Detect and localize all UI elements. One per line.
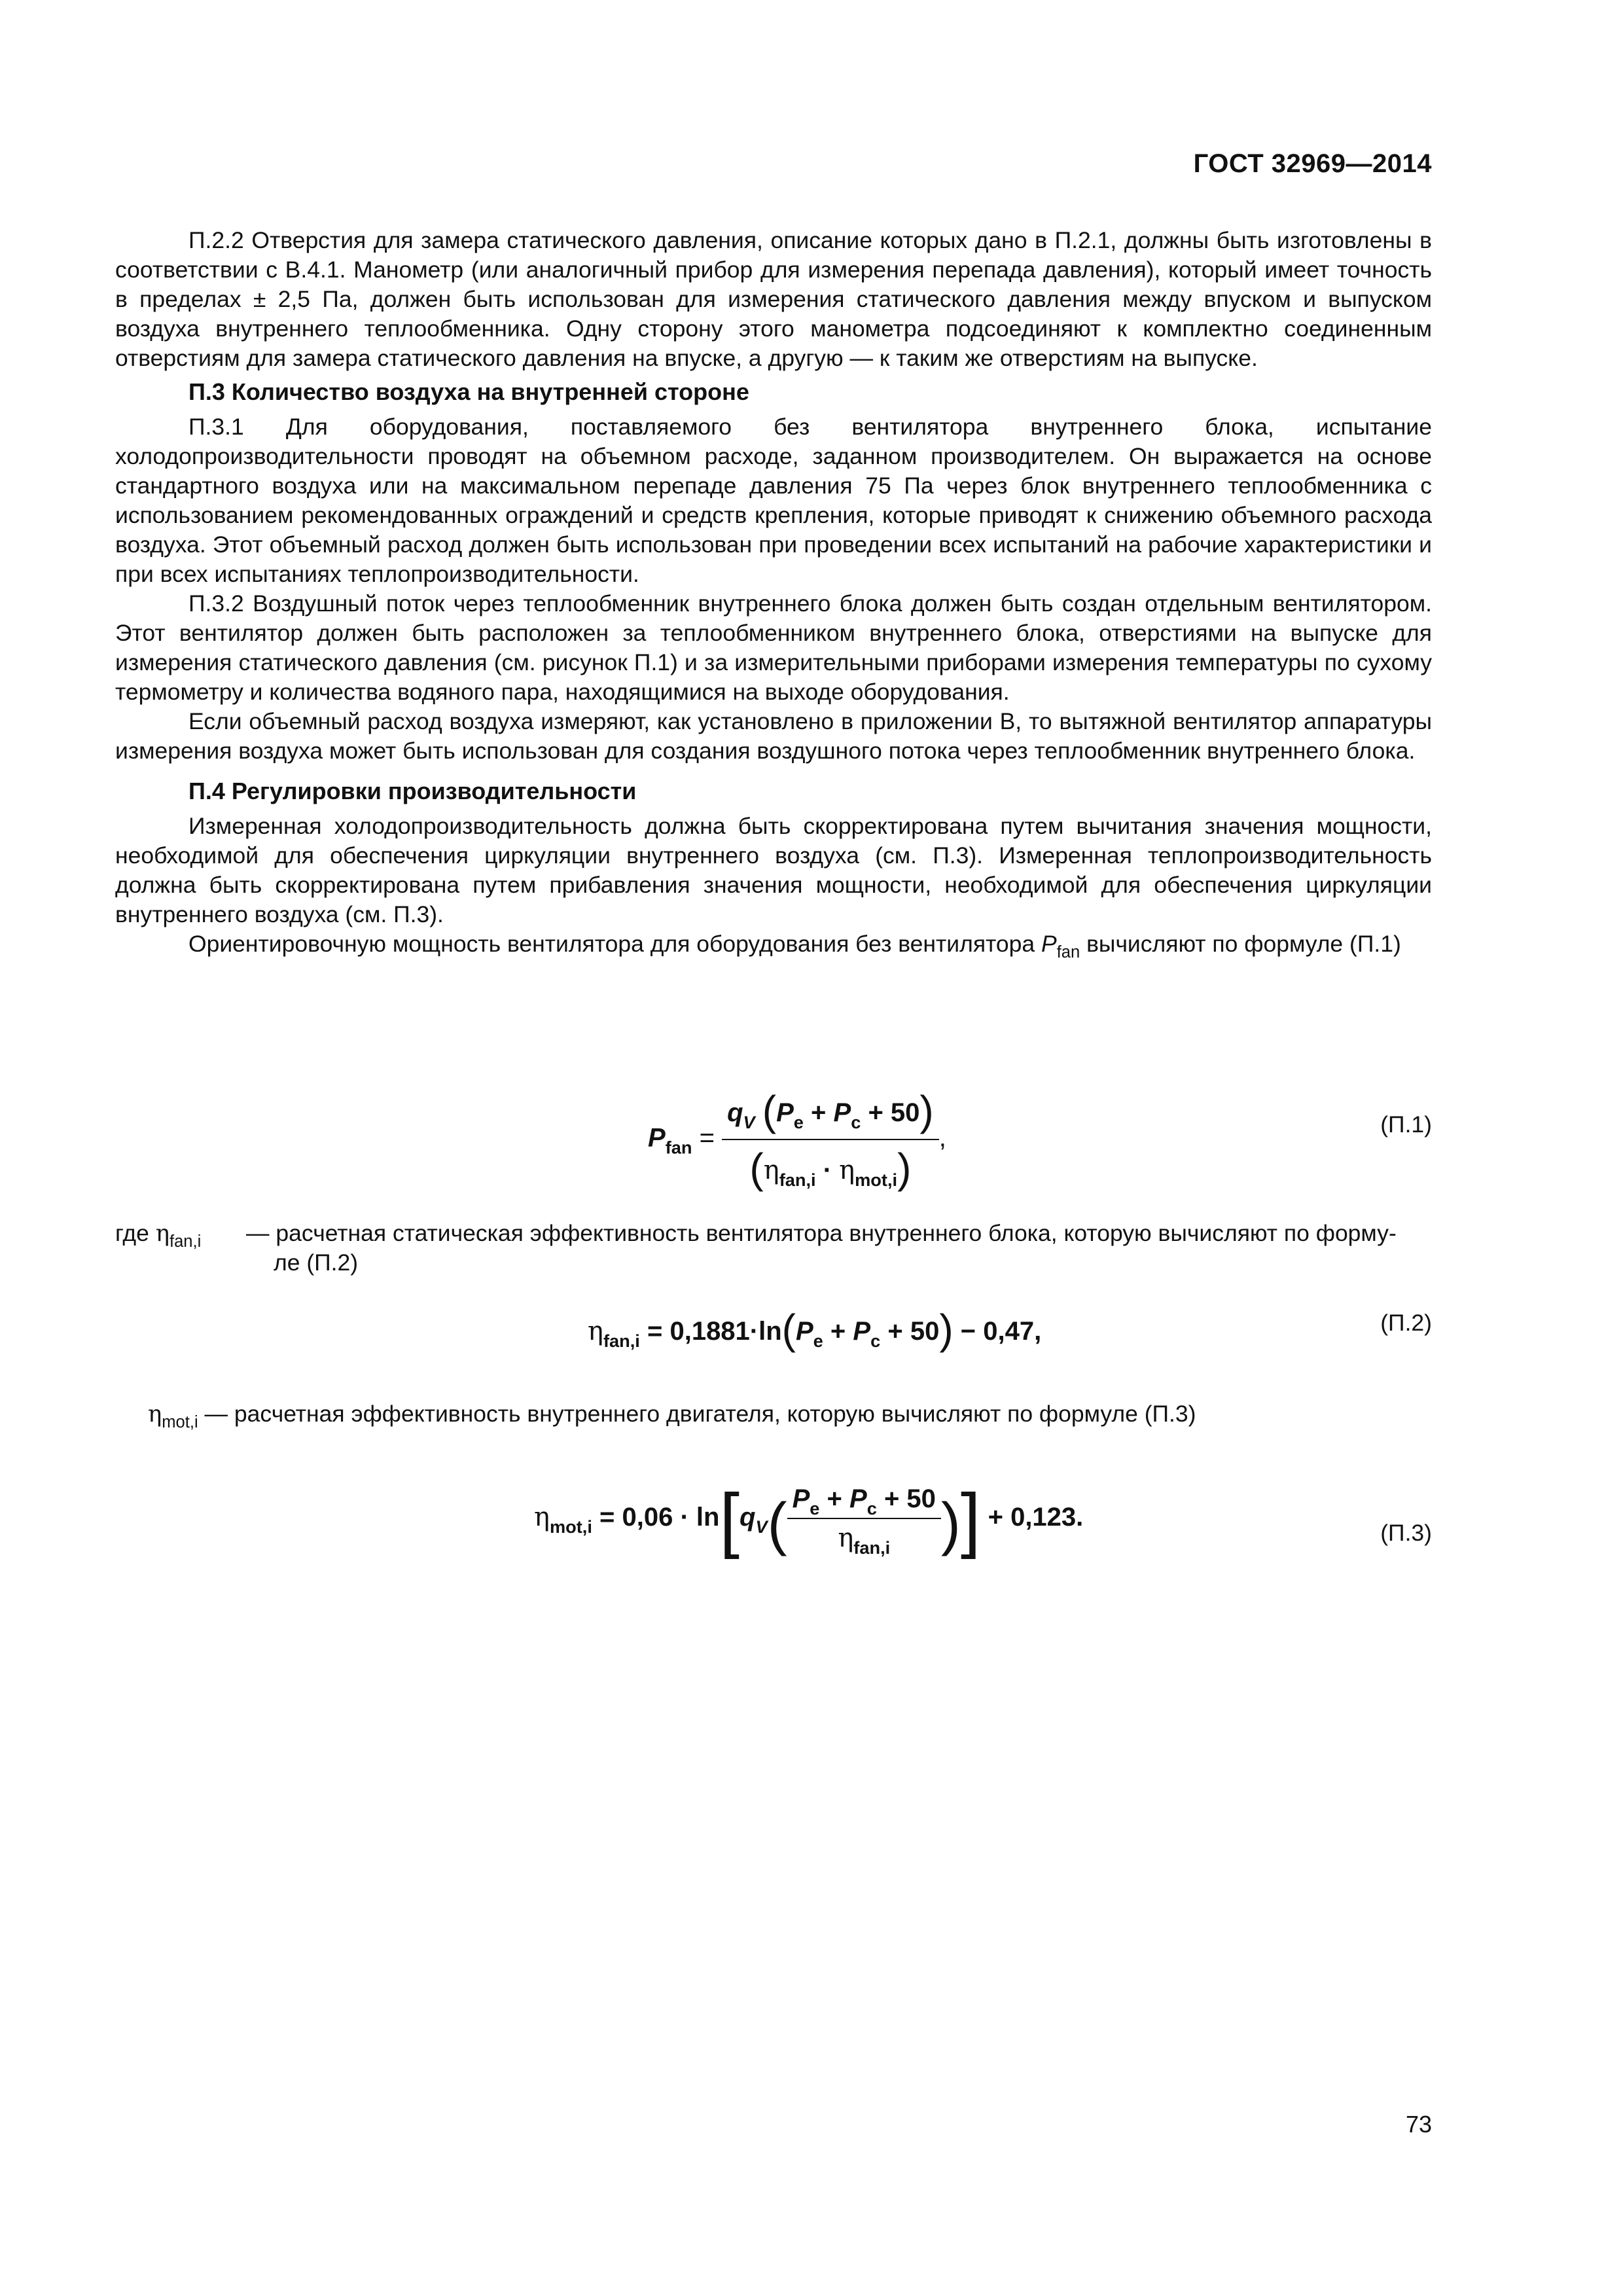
f3-close-paren: )	[940, 1492, 961, 1558]
f3-pe: P	[792, 1484, 810, 1513]
f2-eta-sub: fan,i	[603, 1330, 640, 1351]
definition-eta-fan-row	[115, 1219, 1432, 1278]
equation-number-p1: (П.1)	[1380, 1111, 1432, 1138]
f2-pc: P	[853, 1317, 871, 1346]
document-header: ГОСТ 32969—2014	[1193, 149, 1432, 178]
body-text	[115, 226, 1432, 959]
f1-eta-mot-sub: mot,i	[855, 1169, 898, 1190]
f3-pc: P	[849, 1484, 867, 1513]
f3-denominator	[787, 1518, 941, 1558]
f1-eta-fan-sub: fan,i	[779, 1169, 816, 1190]
definition-eta-fan-symbol: η	[155, 1220, 169, 1247]
definition-eta-fan-text-cont: ле (П.2)	[274, 1249, 359, 1276]
f3-q-sub: V	[755, 1516, 768, 1537]
f3-eta: η	[534, 1502, 550, 1533]
paragraph-p4-2	[115, 929, 1432, 959]
f2-pe-sub: e	[813, 1330, 823, 1351]
f1-equals: =	[699, 1123, 715, 1153]
pfan-symbol: P	[1041, 931, 1057, 957]
f2-pc-sub: c	[870, 1330, 881, 1351]
f3-plus: +	[827, 1484, 842, 1513]
f3-open-paren: (	[767, 1492, 787, 1558]
f3-coefficient: = 0,06 · ln	[599, 1503, 720, 1532]
f1-lhs-sub: fan	[665, 1137, 692, 1158]
paragraph-p3-1: П.3.1 Для оборудования, поставляемого без вентилятора внутреннего блока, испытание холодопроизводительности проводят на объемном расходе, заданном производителем. Он выражается на основе стандартного воздуха или на максимальном перепаде давления 75 Па через блок внутреннего теплообменника с использованием рекомендованных ограждений и средств крепления, которые приводят к снижению объемного расхода воздуха. Этот объемный расход должен быть использован при проведении всех испытаний на рабочие характеристики и при всех испытаниях теплопроизводительности.	[115, 414, 1432, 587]
definition-eta-mot-symbol: η	[148, 1401, 162, 1427]
definition-eta-fan-label	[115, 1219, 251, 1278]
section-heading-p3: П.3 Количество воздуха на внутренней стороне	[188, 378, 749, 405]
f1-den-open-paren: (	[749, 1145, 764, 1192]
f1-dot: ·	[823, 1156, 832, 1185]
paragraph-p4-1: Измеренная холодопроизводительность должна быть скорректирована путем вычитания значения мощности, необходимой для обеспечения циркуляции внутреннего воздуха (см. П.3). Измеренная теплопроизводительность должна быть скорректирована путем прибавления значения мощности, необходимой для обеспечения циркуляции внутреннего воздуха (см. П.3).	[115, 813, 1432, 927]
f1-pc-sub: c	[851, 1111, 861, 1132]
f3-eta-sub: mot,i	[549, 1516, 592, 1537]
paragraph-p3-2: П.3.2 Воздушный поток через теплообменник внутреннего блока должен быть создан отдельным вентилятором. Этот вентилятор должен быть расположен за теплообменником внутреннего блока, отверстиями на выпуске для измерения статического давления (см. рисунок П.1) и за измерительными приборами измерения температуры по сухому термометру и количества водяного пара, находящимися на выходе оборудования.	[115, 590, 1432, 705]
f2-coefficient: = 0,1881·ln	[647, 1317, 782, 1346]
f1-plus-50: + 50	[868, 1098, 920, 1127]
f1-q: q	[727, 1098, 743, 1127]
pfan-subscript: fan	[1056, 942, 1080, 961]
definition-eta-fan-sub: fan,i	[169, 1232, 202, 1251]
f1-close-paren: )	[919, 1087, 934, 1134]
f2-plus: +	[830, 1317, 846, 1346]
f2-constant: − 0,47,	[960, 1317, 1042, 1346]
f3-pc-sub: c	[866, 1498, 877, 1518]
formula-p2	[588, 1305, 1041, 1354]
section-heading-p4: П.4 Регулировки производительности	[188, 778, 637, 804]
definition-eta-mot-text: — расчетная эффективность внутреннего двигателя, которую вычисляют по формуле (П.3)	[204, 1401, 1196, 1427]
definition-eta-fan	[115, 1219, 1432, 1278]
equation-number-p3: (П.3)	[1380, 1520, 1432, 1546]
paragraph-p4-2-text-b: вычисляют по формуле (П.1)	[1080, 931, 1401, 957]
f3-q: q	[740, 1503, 756, 1532]
f1-plus: +	[811, 1098, 827, 1127]
f3-open-bracket: [	[719, 1479, 740, 1560]
formula-p3	[534, 1479, 1084, 1560]
equation-number-p2: (П.2)	[1380, 1310, 1432, 1336]
f1-numerator	[722, 1086, 939, 1139]
f2-pe: P	[795, 1317, 813, 1346]
f1-q-sub: V	[743, 1111, 755, 1132]
f3-fraction	[787, 1484, 941, 1558]
formula-p1	[648, 1086, 946, 1193]
f3-constant: + 0,123.	[988, 1503, 1084, 1532]
f1-fraction	[722, 1086, 939, 1193]
paragraph-p3-3: Если объемный расход воздуха измеряют, как установлено в приложении В, то вытяжной вентилятор аппаратуры измерения воздуха может быть использован для создания воздушного потока через теплообменник внутреннего блока.	[115, 708, 1432, 764]
f1-comma: ,	[938, 1123, 946, 1153]
f3-pe-sub: e	[810, 1498, 820, 1518]
definition-eta-mot-sub: mot,i	[162, 1412, 198, 1431]
page-number: 73	[1405, 2111, 1432, 2138]
f2-open-paren: (	[781, 1306, 796, 1353]
definition-eta-mot	[148, 1399, 1196, 1429]
f3-eta-fan-sub: fan,i	[853, 1537, 891, 1558]
f1-pc: P	[833, 1098, 851, 1127]
f2-plus-50: + 50	[887, 1317, 940, 1346]
f3-close-bracket: ]	[960, 1479, 981, 1560]
f1-pe-sub: e	[793, 1111, 804, 1132]
f1-eta-mot: η	[839, 1155, 855, 1185]
f3-plus-50: + 50	[883, 1484, 936, 1513]
definition-eta-fan-text: — расчетная статическая эффективность вентилятора внутреннего блока, которую вычисляют по форму-	[246, 1220, 1397, 1246]
f1-lhs: P	[648, 1123, 666, 1153]
f2-close-paren: )	[939, 1306, 954, 1353]
f1-pe: P	[776, 1098, 794, 1127]
f1-denominator	[722, 1139, 939, 1193]
paragraph-p4-2-text-a: Ориентировочную мощность вентилятора для оборудования без вентилятора	[188, 931, 1041, 957]
f3-numerator	[787, 1484, 941, 1518]
f1-open-paren: (	[762, 1087, 777, 1134]
definition-eta-fan-body	[246, 1219, 1432, 1278]
f2-eta: η	[588, 1316, 603, 1346]
f3-eta-fan: η	[838, 1523, 854, 1553]
definition-where: где	[115, 1220, 149, 1246]
paragraph-p2-2: П.2.2 Отверстия для замера статического давления, описание которых дано в П.2.1, должны быть изготовлены в соответствии с В.4.1. Манометр (или аналогичный прибор для измерения перепада давления), который имеет точность в пределах ± 2,5 Па, должен быть использован для измерения статического давления между впуском и выпуском воздуха внутреннего теплообменника. Одну сторону этого манометра подсоединяют к комплектно соединенным отверстиям для замера статического давления на впуске, а другую — к таким же отверстиям на выпуске.	[115, 227, 1432, 371]
f1-eta-fan: η	[763, 1155, 779, 1185]
f1-den-close-paren: )	[897, 1145, 912, 1192]
